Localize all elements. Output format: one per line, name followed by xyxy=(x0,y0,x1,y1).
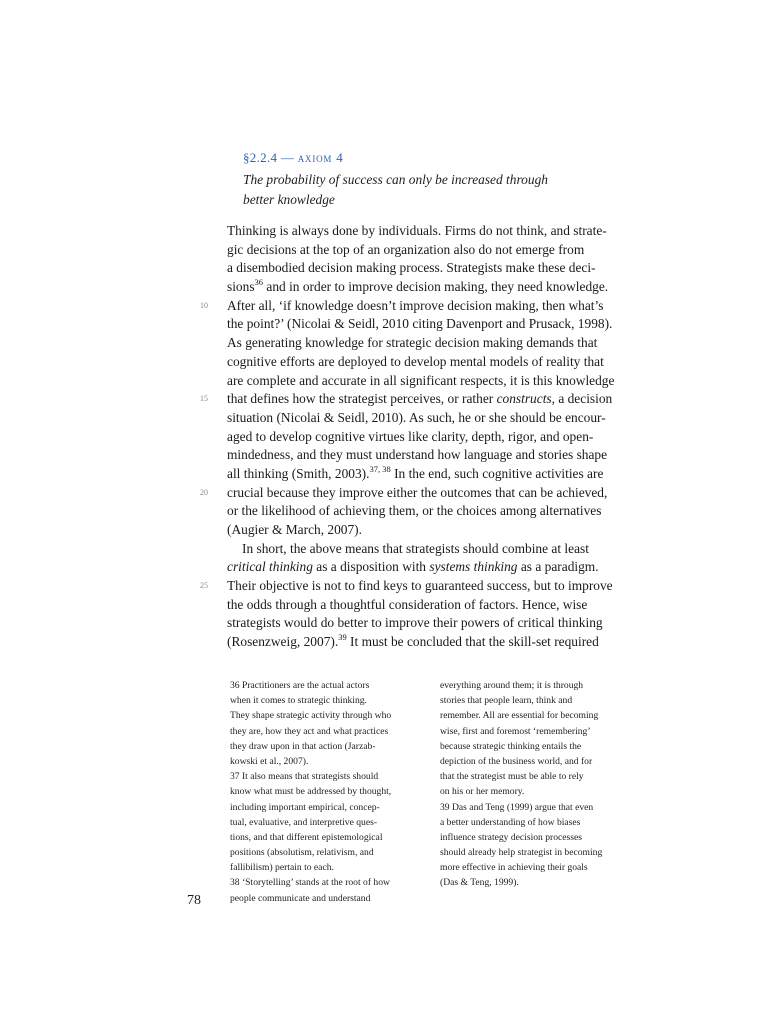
line-number: 20 xyxy=(200,487,208,497)
footnote-line: they draw upon in that action (Jarzab- xyxy=(230,740,376,752)
body-line xyxy=(227,521,647,540)
footnote-line: fallibilism) pertain to each. xyxy=(230,862,334,874)
line-text: It must be concluded that the skill-set required xyxy=(346,634,599,650)
footnote-reference: 36 xyxy=(254,277,264,288)
footnote-line: 37 It also means that strategists should xyxy=(230,771,379,783)
body-line xyxy=(227,446,647,465)
footnote-line: know what must be addressed by thought, xyxy=(230,786,392,798)
section-title xyxy=(243,170,603,210)
line-text: In short, the above means that strategists should combine at least xyxy=(242,540,589,556)
body-line xyxy=(227,502,647,521)
body-line xyxy=(227,222,647,241)
section-number: §2.2.4 xyxy=(243,150,278,165)
line-text: sions xyxy=(227,279,255,295)
body-line xyxy=(227,353,647,372)
body-line xyxy=(200,484,647,503)
footnote-line: 38 ‘Storytelling’ stands at the root of how xyxy=(230,877,390,889)
footnote-line: 39 Das and Teng (1999) argue that even xyxy=(440,801,594,813)
body-line xyxy=(227,334,647,353)
footnote-line: tions, and that different epistemological xyxy=(230,831,383,843)
footnote-reference: 37, 38 xyxy=(369,463,391,474)
footnote-line: a better understanding of how biases xyxy=(440,816,581,828)
body-line xyxy=(200,577,647,596)
line-text: As generating knowledge for strategic decision making demands that xyxy=(227,335,598,351)
body-line xyxy=(227,409,647,428)
footnote-line: should already help strategist in becoming xyxy=(440,847,603,859)
section-label: axiom 4 xyxy=(297,150,344,165)
body-line xyxy=(200,390,647,409)
line-text: , a decision xyxy=(551,391,613,407)
body-line xyxy=(227,614,647,633)
body-line xyxy=(227,315,647,334)
footnote-line: everything around them; it is through xyxy=(440,680,584,691)
footnote-line: 36 Practitioners are the actual actors xyxy=(230,680,370,691)
line-text: all thinking (Smith, 2003). xyxy=(227,465,370,481)
footnote-line: wise, first and foremost ‘remembering’ xyxy=(440,725,591,737)
line-text: strategists would do better to improve their powers of critical thinking xyxy=(227,615,603,631)
body-line xyxy=(227,596,647,615)
body-line xyxy=(227,259,647,278)
footnote-line: They shape strategic activity through who xyxy=(230,710,392,722)
footnote-line: because strategic thinking entails the xyxy=(440,740,582,752)
line-text: (Augier & March, 2007). xyxy=(227,522,362,537)
line-text: cognitive efforts are deployed to develop mental models of reality that xyxy=(227,353,604,369)
line-text: are complete and accurate in all significant respects, it is this knowledge xyxy=(227,372,615,388)
line-text: Thinking is always done by individuals. Firms do not think, and strate- xyxy=(227,223,607,238)
line-text: a disembodied decision making process. Strategists make these deci- xyxy=(227,260,596,276)
footnote-line: more effective in achieving their goals xyxy=(440,862,588,874)
line-text: (Rosenzweig, 2007). xyxy=(227,634,339,650)
line-text: In the end, such cognitive activities are xyxy=(390,465,604,481)
footnote-line: stories that people learn, think and xyxy=(440,695,573,707)
section-heading xyxy=(243,150,344,166)
body-line xyxy=(227,465,647,484)
body-line xyxy=(227,278,647,297)
section-title-line: better knowledge xyxy=(243,192,335,207)
footnote-line: influence strategy decision processes xyxy=(440,831,582,843)
footnote-line: people communicate and understand xyxy=(230,892,371,904)
body-line xyxy=(227,540,647,559)
line-text: and in order to improve decision making, they need knowledge. xyxy=(263,279,609,295)
footnote-line: positions (absolutism, relativism, and xyxy=(230,847,374,859)
footnotes-left-column xyxy=(230,678,435,906)
line-number: 15 xyxy=(200,394,208,404)
footnote-line: when it comes to strategic thinking. xyxy=(230,695,367,707)
emphasis-text: systems thinking xyxy=(429,559,518,575)
line-text: aged to develop cognitive virtues like clarity, depth, rigor, and open- xyxy=(227,428,594,444)
line-text: that defines how the strategist perceives, or rather xyxy=(227,391,497,407)
line-text: crucial because they improve either the outcomes that can be achieved, xyxy=(227,484,608,500)
page-number: 78 xyxy=(187,893,201,908)
body-line xyxy=(227,428,647,447)
line-text: mindedness, and they must understand how language and stories shape xyxy=(227,447,608,463)
footnote-line: (Das & Teng, 1999). xyxy=(440,877,519,889)
body-line xyxy=(200,297,647,316)
emphasis-text: critical thinking xyxy=(227,559,313,575)
footnote-line: on his or her memory. xyxy=(440,786,525,798)
line-text: After all, ‘if knowledge doesn’t improve decision making, then what’s xyxy=(227,297,604,313)
footnote-reference: 39 xyxy=(338,632,347,643)
footnote-line: remember. All are essential for becoming xyxy=(440,710,599,722)
line-text: gic decisions at the top of an organization also do not emerge from xyxy=(227,241,585,257)
footnote-line: depiction of the business world, and for xyxy=(440,755,593,767)
line-text: the odds through a thoughtful consideration of factors. Hence, wise xyxy=(227,596,588,612)
line-text: as a paradigm. xyxy=(517,559,599,575)
section-separator: — xyxy=(277,150,298,165)
footnote-line: they are, how they act and what practices xyxy=(230,725,389,737)
footnote-line: tual, evaluative, and interpretive ques- xyxy=(230,816,378,828)
line-text: or the likelihood of achieving them, or the choices among alternatives xyxy=(227,503,602,519)
body-text xyxy=(200,222,647,652)
line-number: 25 xyxy=(200,581,208,591)
section-title-line: The probability of success can only be increased through xyxy=(243,172,548,187)
footnote-line: that the strategist must be able to rely xyxy=(440,771,584,783)
line-text: the point?’ (Nicolai & Seidl, 2010 citing Davenport and Prusack, 1998). xyxy=(227,316,613,332)
footnote-line: including important empirical, concep- xyxy=(230,801,380,813)
footnote-line: kowski et al., 2007). xyxy=(230,755,309,767)
line-text: Their objective is not to find keys to guaranteed success, but to improve xyxy=(227,578,613,594)
line-text: situation (Nicolai & Seidl, 2010). As such, he or she should be encour- xyxy=(227,409,606,425)
emphasis-text: constructs xyxy=(496,391,552,407)
body-line xyxy=(227,241,647,260)
body-line xyxy=(227,558,647,577)
line-text: as a disposition with xyxy=(312,559,430,575)
line-number: 10 xyxy=(200,300,208,310)
body-line xyxy=(227,372,647,391)
body-line xyxy=(227,633,647,652)
footnotes-right-column xyxy=(440,678,645,891)
